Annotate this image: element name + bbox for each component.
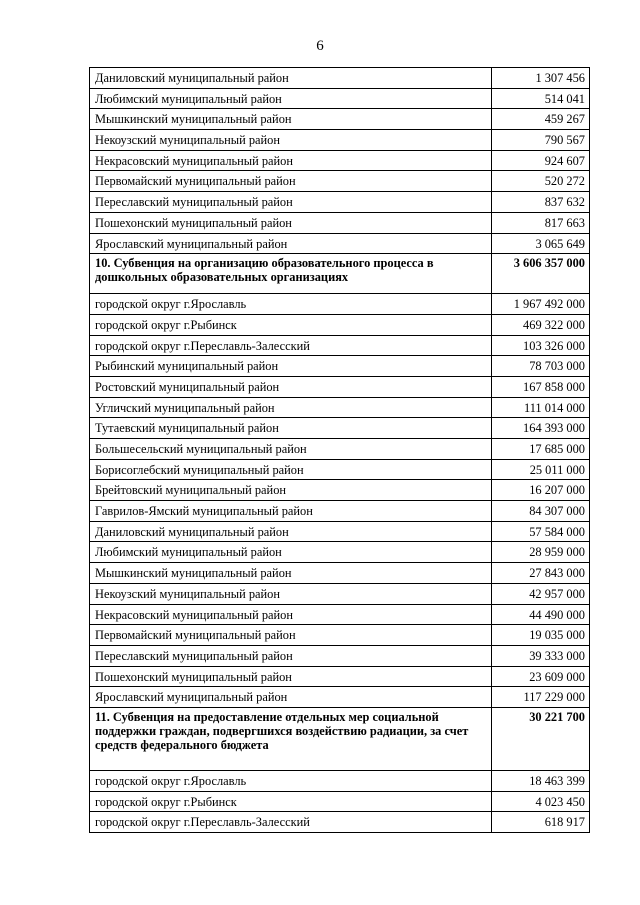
table-row — [90, 233, 590, 254]
district-name: Некоузский муниципальный район — [90, 130, 492, 151]
district-name: Переславский муниципальный район — [90, 192, 492, 213]
amount: 111 014 000 — [492, 397, 590, 418]
table-row — [90, 397, 590, 418]
table-row — [90, 687, 590, 708]
amount: 618 917 — [492, 812, 590, 833]
table-row — [90, 418, 590, 439]
table-row — [90, 68, 590, 89]
amount: 103 326 000 — [492, 335, 590, 356]
district-name: Некрасовский муниципальный район — [90, 604, 492, 625]
section-title: 11. Субвенция на предоставление отдельных мер социальной поддержки граждан, подвергшихся воздействию радиации, за счет средств федерального бюджета — [90, 707, 492, 770]
amount: 459 267 — [492, 109, 590, 130]
table-row — [90, 542, 590, 563]
table-row — [90, 192, 590, 213]
district-name: Любимский муниципальный район — [90, 542, 492, 563]
table-row — [90, 109, 590, 130]
table-row — [90, 604, 590, 625]
district-name: Борисоглебский муниципальный район — [90, 459, 492, 480]
district-name: Тутаевский муниципальный район — [90, 418, 492, 439]
table-row — [90, 130, 590, 151]
table-row — [90, 335, 590, 356]
table-row — [90, 625, 590, 646]
table-row — [90, 563, 590, 584]
amount: 4 023 450 — [492, 791, 590, 812]
district-name: Даниловский муниципальный район — [90, 68, 492, 89]
district-name: городской округ г.Ярославль — [90, 294, 492, 315]
section-header-11 — [90, 707, 590, 770]
table-row — [90, 666, 590, 687]
district-name: Мышкинский муниципальный район — [90, 563, 492, 584]
table-row — [90, 770, 590, 791]
table-row — [90, 356, 590, 377]
amount: 164 393 000 — [492, 418, 590, 439]
amount: 16 207 000 — [492, 480, 590, 501]
page-number: 6 — [316, 38, 324, 54]
amount: 924 607 — [492, 150, 590, 171]
amount: 167 858 000 — [492, 376, 590, 397]
table-row — [90, 171, 590, 192]
table-row — [90, 791, 590, 812]
district-name: Большесельский муниципальный район — [90, 439, 492, 460]
district-name: Первомайский муниципальный район — [90, 171, 492, 192]
district-name: Любимский муниципальный район — [90, 88, 492, 109]
table-row — [90, 294, 590, 315]
table-row — [90, 459, 590, 480]
district-name: городской округ г.Переславль-Залесский — [90, 335, 492, 356]
amount: 1 307 456 — [492, 68, 590, 89]
district-name: Брейтовский муниципальный район — [90, 480, 492, 501]
amount: 44 490 000 — [492, 604, 590, 625]
table-row — [90, 521, 590, 542]
amount: 1 967 492 000 — [492, 294, 590, 315]
amount: 23 609 000 — [492, 666, 590, 687]
district-name: Ярославский муниципальный район — [90, 233, 492, 254]
amount: 27 843 000 — [492, 563, 590, 584]
amount: 817 663 — [492, 212, 590, 233]
amount: 84 307 000 — [492, 501, 590, 522]
district-name: Даниловский муниципальный район — [90, 521, 492, 542]
district-name: Некоузский муниципальный район — [90, 583, 492, 604]
table-row — [90, 439, 590, 460]
district-name: Угличский муниципальный район — [90, 397, 492, 418]
table-row — [90, 150, 590, 171]
district-name: Ростовский муниципальный район — [90, 376, 492, 397]
subvention-table — [89, 67, 590, 833]
table-row — [90, 812, 590, 833]
table-row — [90, 212, 590, 233]
amount: 514 041 — [492, 88, 590, 109]
section-header-10 — [90, 254, 590, 294]
amount: 117 229 000 — [492, 687, 590, 708]
district-name: Пошехонский муниципальный район — [90, 212, 492, 233]
table-row — [90, 480, 590, 501]
amount: 469 322 000 — [492, 314, 590, 335]
district-name: Мышкинский муниципальный район — [90, 109, 492, 130]
district-name: Рыбинский муниципальный район — [90, 356, 492, 377]
district-name: городской округ г.Рыбинск — [90, 314, 492, 335]
table-row — [90, 314, 590, 335]
section-title: 10. Субвенция на организацию образовательного процесса в дошкольных образовательных организациях — [90, 254, 492, 294]
district-name: городской округ г.Переславль-Залесский — [90, 812, 492, 833]
amount: 17 685 000 — [492, 439, 590, 460]
section-total: 3 606 357 000 — [492, 254, 590, 294]
district-name: Переславский муниципальный район — [90, 645, 492, 666]
amount: 19 035 000 — [492, 625, 590, 646]
amount: 42 957 000 — [492, 583, 590, 604]
amount: 39 333 000 — [492, 645, 590, 666]
amount: 790 567 — [492, 130, 590, 151]
district-name: Некрасовский муниципальный район — [90, 150, 492, 171]
district-name: Ярославский муниципальный район — [90, 687, 492, 708]
section-total: 30 221 700 — [492, 707, 590, 770]
district-name: Пошехонский муниципальный район — [90, 666, 492, 687]
table-row — [90, 376, 590, 397]
table-row — [90, 645, 590, 666]
amount: 3 065 649 — [492, 233, 590, 254]
district-name: Гаврилов-Ямский муниципальный район — [90, 501, 492, 522]
amount: 837 632 — [492, 192, 590, 213]
district-name: Первомайский муниципальный район — [90, 625, 492, 646]
amount: 25 011 000 — [492, 459, 590, 480]
table-row — [90, 501, 590, 522]
amount: 57 584 000 — [492, 521, 590, 542]
table-row — [90, 583, 590, 604]
amount: 520 272 — [492, 171, 590, 192]
district-name: городской округ г.Рыбинск — [90, 791, 492, 812]
amount: 18 463 399 — [492, 770, 590, 791]
amount: 78 703 000 — [492, 356, 590, 377]
district-name: городской округ г.Ярославль — [90, 770, 492, 791]
amount: 28 959 000 — [492, 542, 590, 563]
table-row — [90, 88, 590, 109]
